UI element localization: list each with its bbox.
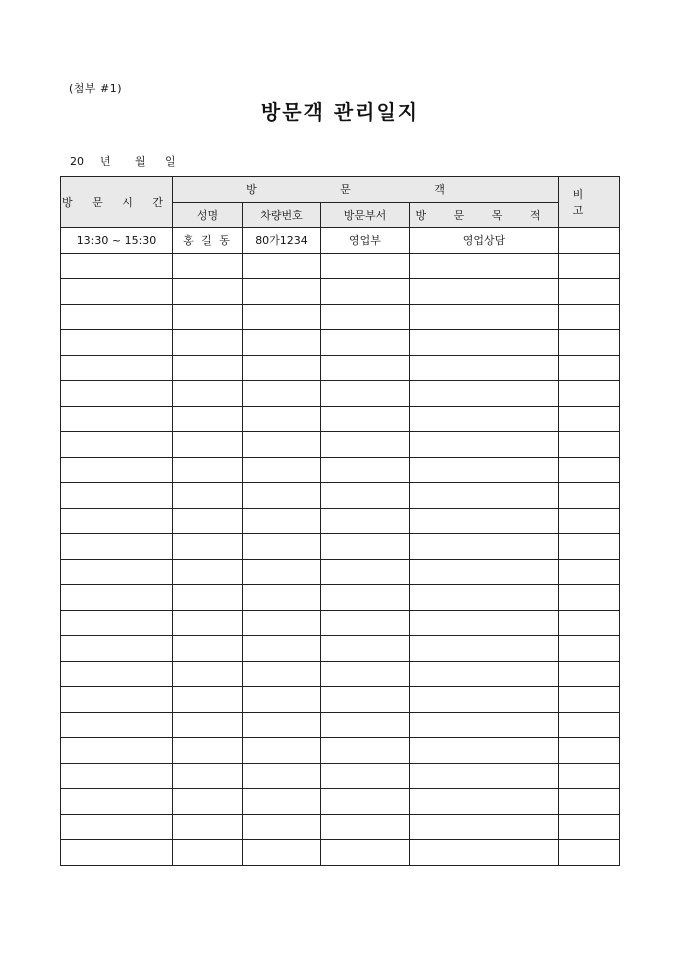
name-cell[interactable] [173, 610, 243, 636]
remarks-cell[interactable] [559, 228, 620, 254]
visit-time-cell[interactable] [61, 814, 173, 840]
table-row [61, 279, 620, 305]
department-cell[interactable] [321, 381, 410, 407]
table-row [61, 534, 620, 560]
purpose-cell[interactable] [410, 381, 559, 407]
car-number-cell[interactable] [243, 636, 321, 662]
remarks-cell[interactable] [559, 789, 620, 815]
table-row [61, 253, 620, 279]
remarks-cell[interactable] [559, 840, 620, 866]
department-cell[interactable] [321, 304, 410, 330]
remarks-cell[interactable] [559, 814, 620, 840]
car-number-cell[interactable] [243, 763, 321, 789]
name-cell[interactable] [173, 483, 243, 509]
name-cell[interactable] [173, 559, 243, 585]
purpose-cell[interactable] [410, 406, 559, 432]
visit-time-cell[interactable] [61, 253, 173, 279]
visit-time-cell[interactable] [61, 585, 173, 611]
visit-time-cell[interactable] [61, 508, 173, 534]
department-cell[interactable] [321, 687, 410, 713]
department-cell[interactable] [321, 559, 410, 585]
table-row [61, 355, 620, 381]
table-row [61, 610, 620, 636]
remarks-header: 비 고 [559, 177, 620, 228]
visit-time-cell[interactable] [61, 534, 173, 560]
car-number-cell[interactable] [243, 840, 321, 866]
name-cell[interactable] [173, 585, 243, 611]
car-number-cell[interactable] [243, 814, 321, 840]
car-number-cell[interactable] [243, 304, 321, 330]
remarks-cell[interactable] [559, 712, 620, 738]
car-number-cell[interactable]: 80가1234 [243, 228, 321, 254]
table-row [61, 228, 620, 254]
name-cell[interactable] [173, 355, 243, 381]
remarks-cell[interactable] [559, 381, 620, 407]
visitor-group-header: 방 문 객 [173, 177, 559, 203]
purpose-cell[interactable]: 영업상담 [410, 228, 559, 254]
department-cell[interactable] [321, 355, 410, 381]
car-number-cell[interactable] [243, 534, 321, 560]
table-row [61, 406, 620, 432]
table-row [61, 304, 620, 330]
car-number-cell[interactable] [243, 661, 321, 687]
table-row [61, 712, 620, 738]
name-cell[interactable] [173, 840, 243, 866]
car-number-cell[interactable] [243, 406, 321, 432]
name-cell[interactable] [173, 253, 243, 279]
visit-time-cell[interactable] [61, 355, 173, 381]
name-cell[interactable] [173, 712, 243, 738]
name-cell[interactable] [173, 789, 243, 815]
visit-time-cell[interactable] [61, 483, 173, 509]
purpose-cell[interactable] [410, 789, 559, 815]
visit-time-cell[interactable] [61, 738, 173, 764]
name-cell[interactable] [173, 457, 243, 483]
table-row [61, 840, 620, 866]
table-row [61, 661, 620, 687]
department-cell[interactable] [321, 432, 410, 458]
remarks-cell[interactable] [559, 483, 620, 509]
date-line [70, 153, 176, 169]
name-cell[interactable] [173, 381, 243, 407]
remarks-cell[interactable] [559, 432, 620, 458]
car-number-cell[interactable] [243, 330, 321, 356]
remarks-cell[interactable] [559, 661, 620, 687]
purpose-cell[interactable] [410, 712, 559, 738]
name-cell[interactable] [173, 738, 243, 764]
visit-time-cell[interactable] [61, 279, 173, 305]
name-cell[interactable] [173, 763, 243, 789]
table-row [61, 330, 620, 356]
name-cell[interactable] [173, 432, 243, 458]
car-number-cell[interactable] [243, 457, 321, 483]
car-number-cell[interactable] [243, 610, 321, 636]
table-row [61, 559, 620, 585]
car-number-cell[interactable] [243, 483, 321, 509]
department-cell[interactable]: 영업부 [321, 228, 410, 254]
visit-time-cell[interactable] [61, 304, 173, 330]
date-day-label: 일 [165, 155, 176, 168]
car-number-cell[interactable] [243, 585, 321, 611]
table-row [61, 381, 620, 407]
date-year-prefix: 20 [70, 155, 84, 168]
purpose-cell[interactable] [410, 508, 559, 534]
remarks-cell[interactable] [559, 534, 620, 560]
purpose-cell[interactable] [410, 763, 559, 789]
remarks-cell[interactable] [559, 406, 620, 432]
car-number-header: 차량번호 [243, 202, 321, 228]
visit-time-cell[interactable] [61, 636, 173, 662]
department-header: 방문부서 [321, 202, 410, 228]
car-number-cell[interactable] [243, 712, 321, 738]
name-cell[interactable] [173, 636, 243, 662]
name-cell[interactable] [173, 534, 243, 560]
visit-time-cell[interactable] [61, 381, 173, 407]
department-cell[interactable] [321, 789, 410, 815]
remarks-cell[interactable] [559, 253, 620, 279]
car-number-cell[interactable] [243, 738, 321, 764]
purpose-cell[interactable] [410, 687, 559, 713]
name-cell[interactable] [173, 330, 243, 356]
visit-time-cell[interactable] [61, 712, 173, 738]
remarks-cell[interactable] [559, 559, 620, 585]
remarks-cell[interactable] [559, 279, 620, 305]
visit-time-cell[interactable] [61, 763, 173, 789]
remarks-cell[interactable] [559, 610, 620, 636]
department-cell[interactable] [321, 610, 410, 636]
remarks-cell[interactable] [559, 585, 620, 611]
purpose-cell[interactable] [410, 483, 559, 509]
visit-time-cell[interactable] [61, 406, 173, 432]
department-cell[interactable] [321, 508, 410, 534]
car-number-cell[interactable] [243, 279, 321, 305]
department-cell[interactable] [321, 330, 410, 356]
department-cell[interactable] [321, 279, 410, 305]
remarks-cell[interactable] [559, 763, 620, 789]
purpose-cell[interactable] [410, 330, 559, 356]
name-header: 성명 [173, 202, 243, 228]
remarks-cell[interactable] [559, 738, 620, 764]
car-number-cell[interactable] [243, 687, 321, 713]
car-number-cell[interactable] [243, 355, 321, 381]
purpose-header: 방 문 목 적 [410, 202, 559, 228]
department-cell[interactable] [321, 738, 410, 764]
visit-time-cell[interactable] [61, 840, 173, 866]
visit-time-cell[interactable] [61, 610, 173, 636]
document-title: 방문객 관리일지 [260, 100, 420, 124]
purpose-cell[interactable] [410, 636, 559, 662]
name-cell[interactable] [173, 406, 243, 432]
name-cell[interactable] [173, 508, 243, 534]
visit-time-cell[interactable] [61, 330, 173, 356]
table-row [61, 585, 620, 611]
purpose-cell[interactable] [410, 585, 559, 611]
remarks-cell[interactable] [559, 457, 620, 483]
visit-time-header: 방 문 시 간 [61, 177, 173, 228]
car-number-cell[interactable] [243, 789, 321, 815]
remarks-cell[interactable] [559, 508, 620, 534]
department-cell[interactable] [321, 406, 410, 432]
department-cell[interactable] [321, 483, 410, 509]
purpose-cell[interactable] [410, 661, 559, 687]
purpose-cell[interactable] [410, 432, 559, 458]
department-cell[interactable] [321, 585, 410, 611]
remarks-cell[interactable] [559, 636, 620, 662]
table-row [61, 763, 620, 789]
table-row [61, 789, 620, 815]
department-cell[interactable] [321, 636, 410, 662]
date-year-label: 년 [100, 155, 111, 168]
purpose-cell[interactable] [410, 355, 559, 381]
header-row-top [61, 177, 620, 203]
table-row [61, 432, 620, 458]
name-cell[interactable]: 홍 길 동 [173, 228, 243, 254]
table-row [61, 814, 620, 840]
visit-time-cell[interactable] [61, 432, 173, 458]
visitor-log-table [60, 176, 620, 866]
car-number-cell[interactable] [243, 559, 321, 585]
visit-time-cell[interactable] [61, 559, 173, 585]
table-row [61, 483, 620, 509]
purpose-cell[interactable] [410, 279, 559, 305]
purpose-cell[interactable] [410, 840, 559, 866]
car-number-cell[interactable] [243, 508, 321, 534]
table-row [61, 636, 620, 662]
department-cell[interactable] [321, 534, 410, 560]
remarks-cell[interactable] [559, 330, 620, 356]
remarks-cell[interactable] [559, 304, 620, 330]
purpose-cell[interactable] [410, 814, 559, 840]
purpose-cell[interactable] [410, 559, 559, 585]
visit-time-cell[interactable] [61, 457, 173, 483]
table-row [61, 687, 620, 713]
department-cell[interactable] [321, 253, 410, 279]
purpose-cell[interactable] [410, 304, 559, 330]
table-row [61, 738, 620, 764]
department-cell[interactable] [321, 661, 410, 687]
purpose-cell[interactable] [410, 610, 559, 636]
department-cell[interactable] [321, 712, 410, 738]
name-cell[interactable] [173, 304, 243, 330]
department-cell[interactable] [321, 763, 410, 789]
visit-time-cell[interactable] [61, 687, 173, 713]
purpose-cell[interactable] [410, 534, 559, 560]
department-cell[interactable] [321, 457, 410, 483]
table-row [61, 457, 620, 483]
visit-time-cell[interactable] [61, 661, 173, 687]
purpose-cell[interactable] [410, 738, 559, 764]
name-cell[interactable] [173, 279, 243, 305]
car-number-cell[interactable] [243, 381, 321, 407]
remarks-cell[interactable] [559, 355, 620, 381]
car-number-cell[interactable] [243, 432, 321, 458]
visit-time-cell[interactable]: 13:30 ~ 15:30 [61, 228, 173, 254]
date-month-label: 월 [135, 155, 146, 168]
name-cell[interactable] [173, 814, 243, 840]
remarks-cell[interactable] [559, 687, 620, 713]
department-cell[interactable] [321, 814, 410, 840]
visit-time-cell[interactable] [61, 789, 173, 815]
purpose-cell[interactable] [410, 253, 559, 279]
table-row [61, 508, 620, 534]
attachment-label: (첨부 #1) [69, 82, 123, 95]
car-number-cell[interactable] [243, 253, 321, 279]
department-cell[interactable] [321, 840, 410, 866]
name-cell[interactable] [173, 687, 243, 713]
purpose-cell[interactable] [410, 457, 559, 483]
name-cell[interactable] [173, 661, 243, 687]
